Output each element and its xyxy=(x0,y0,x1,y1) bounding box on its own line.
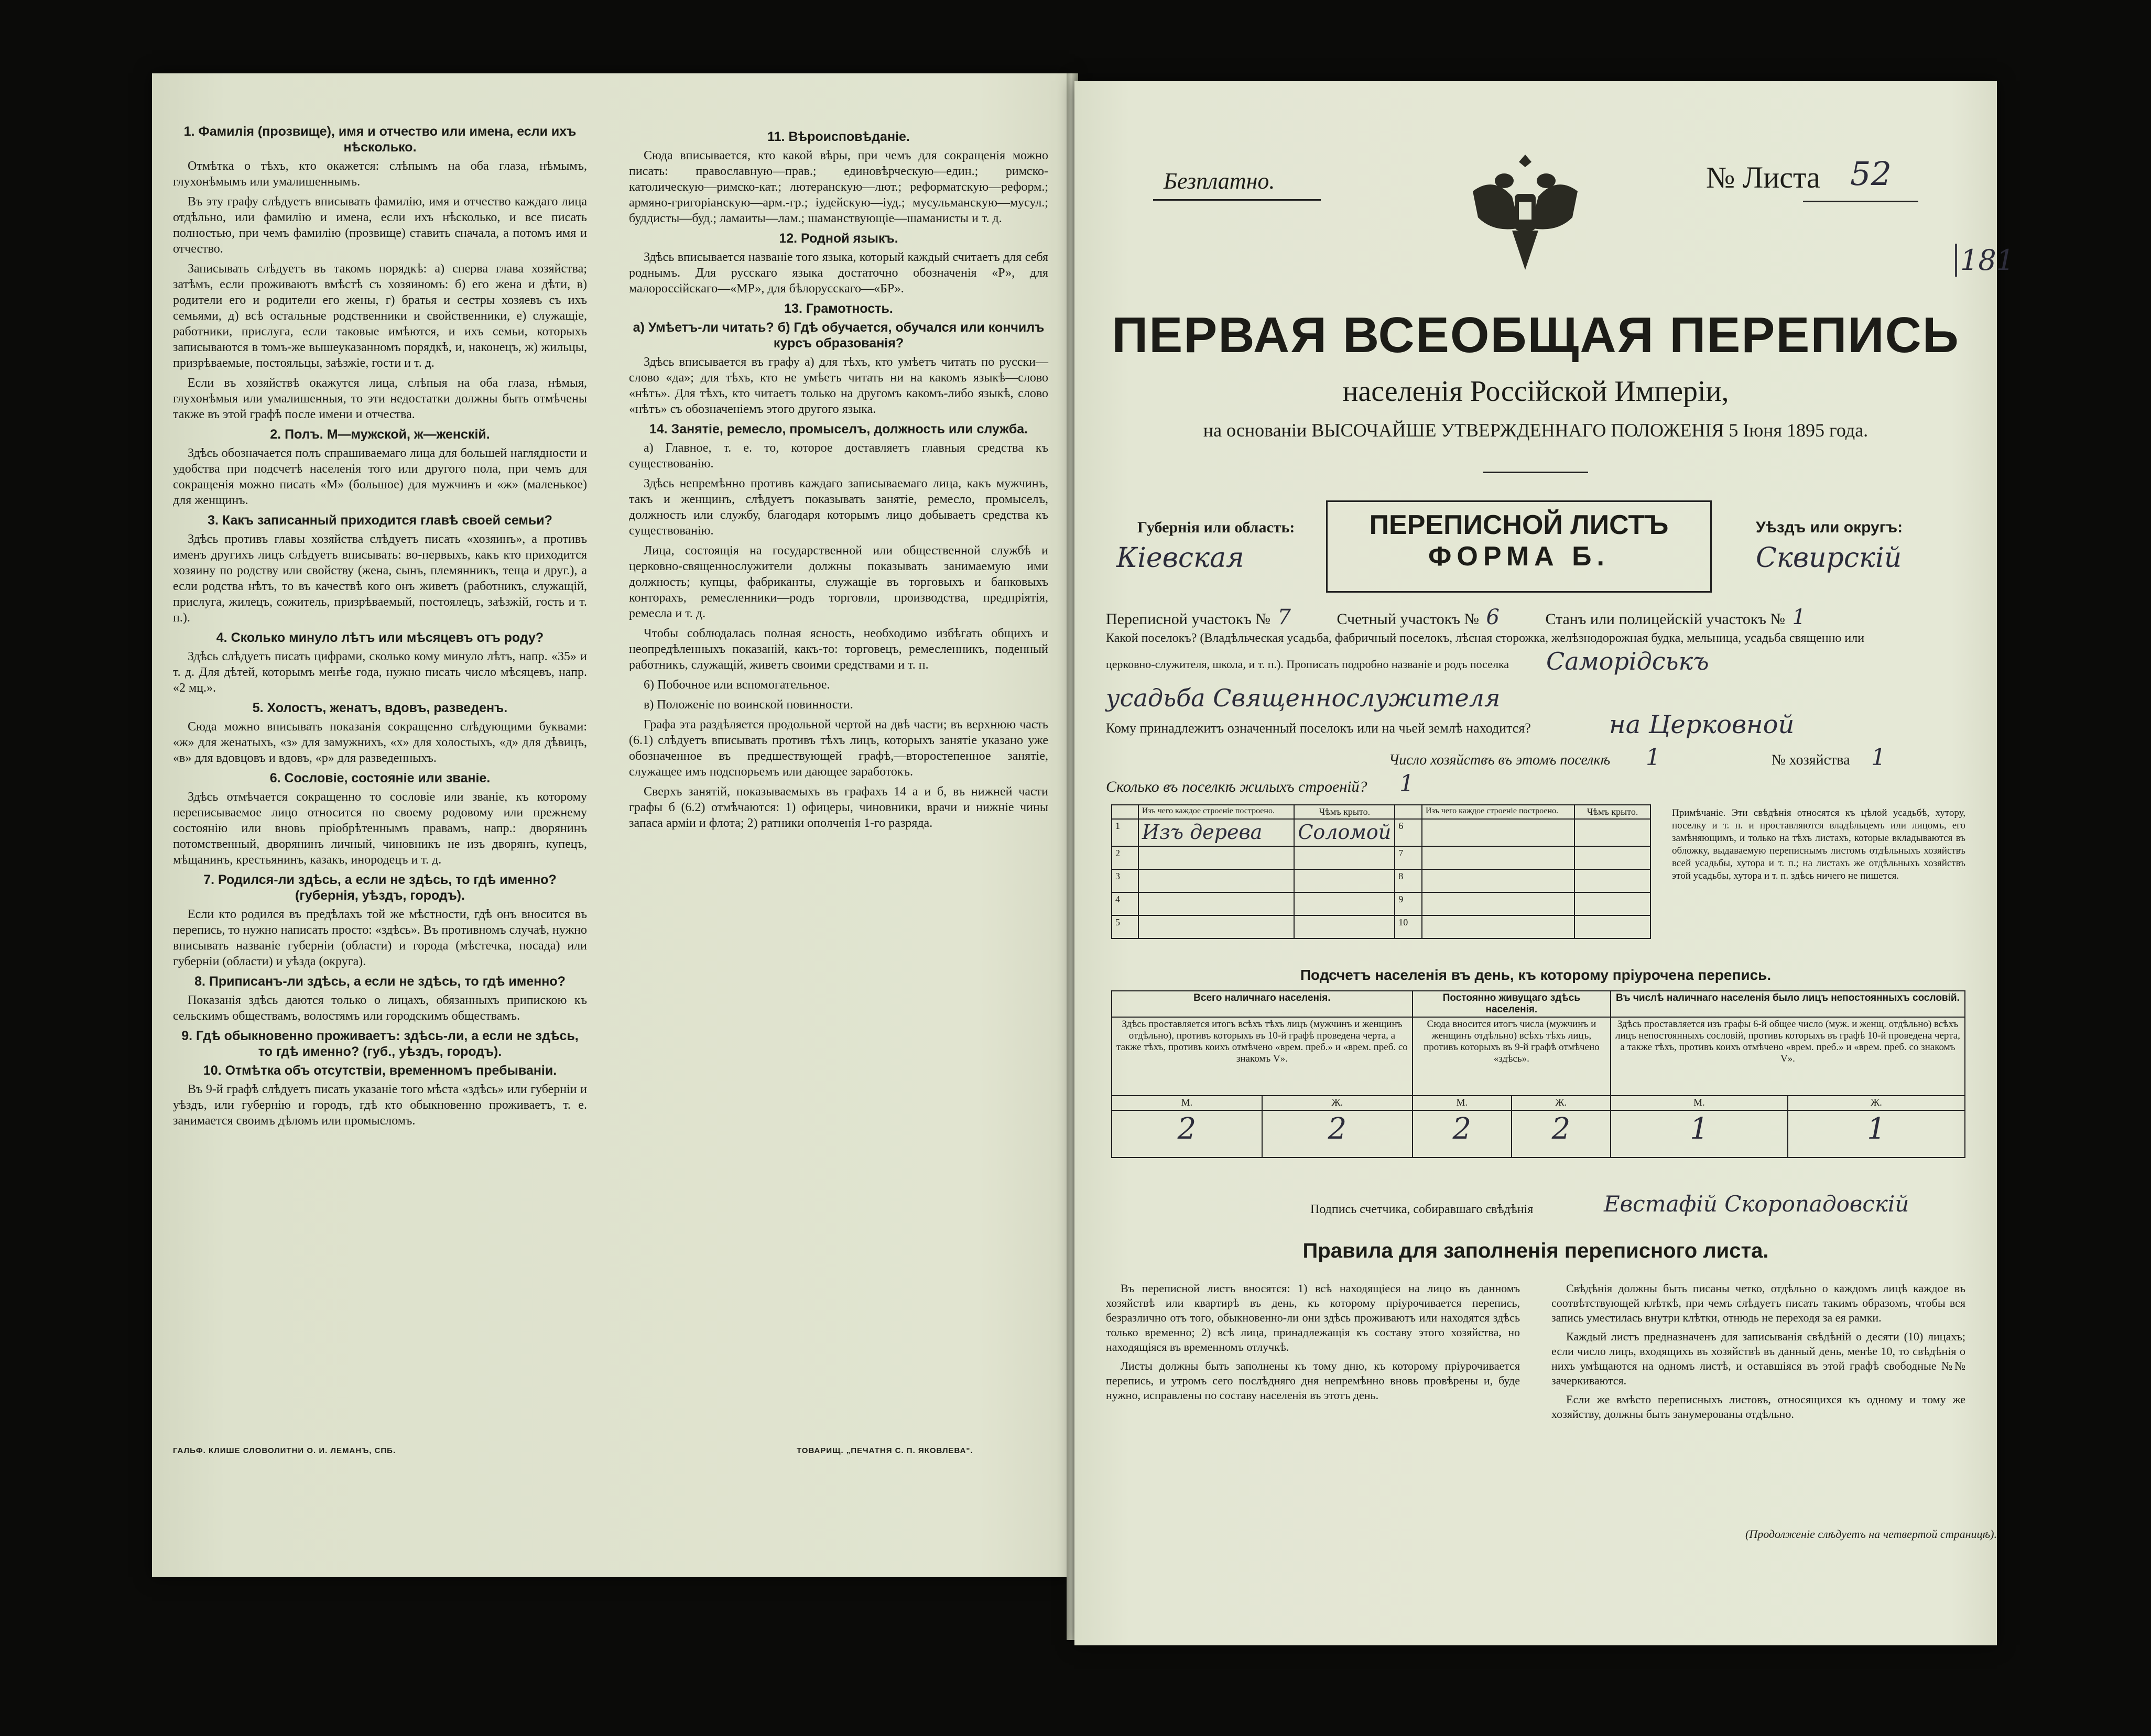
section-heading: 5. Холостъ, женатъ, вдовъ, разведенъ. xyxy=(252,701,508,715)
bt-row-number: 7 xyxy=(1395,846,1422,869)
paragraph: Здѣсь непремѣнно противъ каждаго записываемаго лица, какъ мужчинъ, такъ и женщинъ, слѣдуетъ показывать занятіе, ремесло, промыселъ, должность или службу, благодаря которымъ лицо добываетъ средства къ существованію. xyxy=(629,477,1048,538)
rule-paragraph: Листы должны быть заполнены къ тому дню, къ которому пріурочивается перепись, и утромъ сего послѣдняго дня непремѣнно вновь провѣрены и, буде нужно, исправлены по составу населенія въ этотъ день. xyxy=(1106,1359,1520,1402)
buildings-table xyxy=(1111,804,1651,939)
tally-header-permanent: Постоянно живущаго здѣсь населенія. xyxy=(1413,991,1611,1017)
section-heading: 6. Сословіе, состояніе или званіе. xyxy=(269,771,491,785)
stan-label: Станъ или полицейскій участокъ № xyxy=(1545,610,1786,628)
paragraph: Здѣсь вписывается названіе того языка, который каждый считаетъ для себя роднымъ. Для русскаго языка достаточно обозначенія «Р», для малороссійскаго—«МР», для бѣлорусскаго—«БР». xyxy=(629,250,1048,296)
section-heading: 11. Вѣроисповѣданіе. xyxy=(767,129,910,144)
section-heading: а) Умѣетъ-ли читать? б) Гдѣ обучается, обучался или кончилъ курсъ образованія? xyxy=(633,320,1045,351)
section-heading: 1. Фамилія (прозвище), имя и отчество или имена, если ихъ нѣсколько. xyxy=(183,124,577,155)
paragraph: 6) Побочное или вспомогательное. xyxy=(644,678,830,692)
tally-total-m: 2 xyxy=(1112,1110,1262,1158)
title-divider xyxy=(1483,472,1588,473)
paragraph: Отмѣтка о тѣхъ, кто окажется: слѣпымъ на оба глаза, нѣмымъ, глухонѣмымъ или умалишеннымъ. xyxy=(173,159,587,189)
paragraph: Сюда вписывается, кто какой вѣры, при чемъ для сокращенія можно писать: православную—прав.; единовѣрческую—един.; римско-католическую—римско-кат.; лютеранскую—лют.; реформатскую—реформ.; армяно-григоріанскую—арм.-гр.; іудейскую—іуд.; мусульманскую—мусул.; буддисты—буд.; ламаиты—лам.; шаманствующіе—шаманисты и т. д. xyxy=(629,149,1048,225)
paragraph: Сюда можно вписывать показанія сокращенно слѣдующими буквами: «ж» для женатыхъ, «з» для замужнихъ, «х» для холостыхъ, «д» для дѣвицъ, «в» для вдовцовъ и вдовъ, «р» для разведенныхъ. xyxy=(173,720,587,765)
tally-sex-f: Ж. xyxy=(1512,1096,1611,1110)
households-value: 1 xyxy=(1646,744,1660,771)
tally-desc-nonpermanent: Здѣсь проставляется изъ графы 6-й общее число (муж. и женщ. отдѣльно) всѣхъ лицъ непостоянныхъ сословій, противъ которыхъ въ графѣ 10-й проведена черта, а также тѣхъ, противъ коихъ отмѣчено «врем. преб.» и «врем. преб. со знакомъ V». xyxy=(1611,1017,1965,1096)
province-label: Губернія или область: xyxy=(1137,519,1295,536)
bt-row-number: 1 xyxy=(1112,819,1138,846)
section-heading: 14. Занятіе, ремесло, промыселъ, должность или служба. xyxy=(649,422,1028,436)
bt-row-number: 6 xyxy=(1395,819,1422,846)
rules-left-column xyxy=(1106,1281,1520,1407)
settlement-value-2: усадьба Священнослужителя xyxy=(1106,684,1501,712)
paragraph: Здѣсь вписывается въ графу а) для тѣхъ, кто умѣетъ читать по русски—слово «да»; для тѣхъ, кто не умѣетъ читать ни на какомъ языкѣ—слово «нѣтъ». Для тѣхъ, кто читаетъ только на другомъ какомъ-либо языкѣ, слово «нѣтъ» съ обозначеніемъ этого другого языка. xyxy=(629,355,1048,416)
double-headed-eagle-emblem xyxy=(1462,144,1588,280)
paragraph: а) Главное, т. е. то, которое доставляетъ главныя средства къ существованію. xyxy=(629,441,1048,471)
paragraph: Лица, состоящія на государственной или общественной службѣ и церковно-священнослужители должны показывать занимаемую ими должность; купцы, фабриканты, служащіе въ торговыхъ и банковыхъ конторахъ, ремесленники—родъ торговли, производства, предпріятія, ремесла и т. д. xyxy=(629,544,1048,620)
tally-sex-m: М. xyxy=(1413,1096,1512,1110)
bt-row-roof: Соломой xyxy=(1294,819,1395,846)
tally-sex-m: М. xyxy=(1611,1096,1788,1110)
household-no-value: 1 xyxy=(1871,744,1886,771)
count-area-label: Счетный участокъ № xyxy=(1337,610,1479,628)
free-underline xyxy=(1153,199,1321,201)
section-heading: 3. Какъ записанный приходится главѣ своей семьи? xyxy=(208,513,552,528)
bt-row-material: Изъ дерева xyxy=(1138,819,1295,846)
tally-permanent-m: 2 xyxy=(1413,1110,1512,1158)
households-label: Число хозяйствъ въ этомъ поселкѣ xyxy=(1389,752,1611,768)
tally-header-nonpermanent: Въ числѣ наличнаго населенія было лицъ непостоянныхъ сословій. xyxy=(1611,991,1965,1017)
census-subtitle: населенія Россійской Имперіи, xyxy=(1342,375,1729,408)
rules-title: Правила для заполненія переписного листа. xyxy=(1302,1239,1769,1262)
buildings-label: Сколько въ поселкѣ жилыхъ строеній? xyxy=(1106,778,1367,795)
stan-value: 1 xyxy=(1792,605,1806,629)
signature-value: Евстафій Скоропадовскій xyxy=(1604,1191,1909,1217)
instructions-column-2 xyxy=(629,126,1048,835)
paragraph: Здѣсь обозначается полъ спрашиваемаго лица для большей наглядности и удобства при подсчетѣ населенія того или другого пола, при чемъ для сокращенія можно писать «М» (большое) для мужчинъ и «ж» (маленькое) для женщинъ. xyxy=(173,446,587,507)
census-basis: на основаніи ВЫСОЧАЙШЕ УТВЕРЖДЕННАГО ПОЛОЖЕНІЯ 5 Іюня 1895 года. xyxy=(1203,420,1868,441)
sheet-number-value: 52 xyxy=(1850,155,1892,193)
paragraph: Если въ хозяйствѣ окажутся лица, слѣпыя на оба глаза, нѣмыя, глухонѣмыя или умалишенныя, то эти недостатки должны быть отмѣчены также въ этой графѣ после имени и отчества. xyxy=(173,376,587,421)
census-title: ПЕРВАЯ ВСЕОБЩАЯ ПЕРЕПИСЬ xyxy=(1112,307,1960,363)
instructions-column-1 xyxy=(173,121,587,1133)
paragraph: Здѣсь слѣдуетъ писать цифрами, сколько кому минуло лѣтъ, напр. «35» и т. д. Для дѣтей, которымъ менѣе года, нужно писать число мѣсяцевъ, напр. «2 мц.». xyxy=(173,650,587,695)
bt-row-number: 8 xyxy=(1395,869,1422,892)
paragraph: Записывать слѣдуетъ въ такомъ порядкѣ: а) сперва глава хозяйства; затѣмъ, если проживаютъ вмѣстѣ съ хозяиномъ: б) его жена и дѣти, в) родители его и родители его жены, г) братья и сестры хозяевъ съ ихъ семьями, д) всѣ остальные родственники и свойственники, е) служащіе, работники, прислуга, если таковые имѣются, и ихъ семьи, которыхъ записываются в томъ-же вышеуказанномъ порядкѣ, и, наконецъ, ж) жильцы, призрѣваемые, постояльцы, заѣзжіе, гости и т. д. xyxy=(173,262,587,370)
paragraph: Сверхъ занятій, показываемыхъ въ графахъ 14 а и б, въ нижней части графы б (6.2) отмѣчаются: 1) офицеры, чиновники, врачи и нижніе чины запаса арміи и флота; 2) ратники ополченія 1-го разряда. xyxy=(629,785,1048,830)
owner-question: Кому принадлежитъ означенный поселокъ или на чьей землѣ находится? xyxy=(1106,720,1531,736)
section-heading: 9. Гдѣ обыкновенно проживаетъ: здѣсь-ли, а если не здѣсь, то гдѣ именно? (губ., уѣздъ, городъ). xyxy=(181,1029,579,1059)
tally-total-f: 2 xyxy=(1262,1110,1413,1158)
bt-header-material-right: Изъ чего каждое строеніе построено. xyxy=(1422,805,1574,819)
bt-header-material-left: Изъ чего каждое строеніе построено. xyxy=(1138,805,1295,819)
tally-sex-f: Ж. xyxy=(1262,1096,1413,1110)
continuation-note: (Продолженіе слѣдуетъ на четвертой страницѣ). xyxy=(1745,1527,1997,1541)
bt-row-number: 3 xyxy=(1112,869,1138,892)
left-page xyxy=(152,73,1069,1577)
form-title-box xyxy=(1326,500,1712,593)
count-area-value: 6 xyxy=(1486,605,1500,629)
tally-permanent-f: 2 xyxy=(1512,1110,1611,1158)
side-number: 181 xyxy=(1955,244,2014,277)
tally-nonpermanent-f: 1 xyxy=(1788,1110,1965,1158)
section-heading: 4. Сколько минуло лѣтъ или мѣсяцевъ отъ роду? xyxy=(216,630,544,645)
settlement-question: Какой поселокъ? (Владѣльческая усадьба, фабричный поселокъ, лѣсная сторожка, желѣзнодорожная будка, мельница, усадьба священно или xyxy=(1106,631,1865,645)
rule-paragraph: Если же вмѣсто переписныхъ листовъ, относящихся къ одному и тому же хозяйству, должны быть занумерованы отдѣльно. xyxy=(1551,1393,1965,1421)
tally-desc-total: Здѣсь проставляется итогъ всѣхъ тѣхъ лицъ (мужчинъ и женщинъ отдѣльно), противъ которыхъ въ 10-й графѣ проведена черта, а также тѣхъ, противъ коихъ отмѣчено «врем. преб.» и «врем. преб. со знакомъ V». xyxy=(1112,1017,1413,1096)
paragraph: Если кто родился въ предѣлахъ той же мѣстности, гдѣ онъ вносится въ перепись, то нужно написать просто: «здѣсь». Въ противномъ случаѣ, нужно вписывать названіе губерніи (области) и города (мѣстечка, посада) или губерніи (области) и уѣзда (округа). xyxy=(173,908,587,968)
district-label: Уѣздъ или округъ: xyxy=(1756,519,1903,536)
bt-row-number: 4 xyxy=(1112,892,1138,915)
rule-paragraph: Въ переписной листъ вносятся: 1) всѣ находящіеся на лицо въ данномъ хозяйствѣ или квартирѣ въ день, къ которому пріурочивается перепись, безразлично отъ того, обыкновенно-ли они здѣсь проживаютъ или находятся здѣсь только временно; 2) всѣ лица, принадлежащія къ составу этого хозяйства, но находящіяся въ временномъ отлучкѣ. xyxy=(1106,1282,1520,1353)
paragraph: Чтобы соблюдалась полная ясность, необходимо избѣгать общихъ и неопредѣленныхъ показаній, какъ-то: торговецъ, ремесленникъ, поденный работникъ, служащій, живетъ своими средствами и т. п. xyxy=(629,627,1048,672)
area-line xyxy=(1106,605,1976,629)
census-area-value: 7 xyxy=(1277,605,1291,629)
imprint-left: ГАЛЬФ. КЛИШЕ СЛОВОЛИТНИ О. И. ЛЕМАНЪ, СПБ. xyxy=(173,1446,396,1455)
paragraph: Графа эта раздѣляется продольной чертой на двѣ части; въ верхнюю часть (6.1) слѣдуетъ вписывать противъ тѣхъ лицъ, которыхъ занятіе указано уже обозначенное въ предшествующей графѣ,—второстепенное занятіе, служащее имъ подспорьемъ или дающее заработокъ. xyxy=(629,718,1048,779)
tally-desc-permanent: Сюда вносится итогъ числа (мужчинъ и женщинъ отдѣльно) всѣхъ тѣхъ лицъ, противъ которыхъ въ 9-й графѣ отмѣчено «здѣсь». xyxy=(1413,1017,1611,1096)
buildings-value: 1 xyxy=(1399,770,1414,797)
section-heading: 8. Приписанъ-ли здѣсь, а если не здѣсь, то гдѣ именно? xyxy=(194,974,566,989)
sheet-number-label: № Листа xyxy=(1706,160,1820,194)
tally-table xyxy=(1111,990,1965,1158)
free-label: Безплатно. xyxy=(1164,168,1275,194)
sheet-number-underline xyxy=(1803,201,1918,202)
paragraph: Здѣсь противъ главы хозяйства слѣдуетъ писать «хозяинъ», а противъ именъ другихъ лицъ слѣдуетъ вписывать: во-первыхъ, какъ кто приходится хозяину по родству или свойству (жена, сынъ, племянникъ, теща и друг.), а если родства нѣтъ, то въ качествѣ кого онъ живетъ (работникъ, служащій, прислуга, жилецъ, сожитель, призрѣваемый, постоялецъ, заѣзжій, гость и т. п.). xyxy=(173,532,587,625)
imprint-right: ТОВАРИЩ. „ПЕЧАТНЯ С. П. ЯКОВЛЕВА". xyxy=(797,1446,973,1455)
tally-sex-m: М. xyxy=(1112,1096,1262,1110)
right-page xyxy=(1074,81,2015,1645)
section-heading: 13. Грамотность. xyxy=(784,301,893,316)
tally-nonpermanent-m: 1 xyxy=(1611,1110,1788,1158)
paragraph: Въ эту графу слѣдуетъ вписывать фамилію, имя и отчество каждаго лица отдѣльно, или фамилію и имена, если ихъ нѣсколько, и все писать полностью, при чемъ фамилію (прозвище) ставить сначала, а потомъ имя и отчество. xyxy=(173,195,587,256)
rule-paragraph: Каждый листъ предназначенъ для записыванія свѣдѣній о десяти (10) лицахъ; если число лицъ, входящихъ въ хозяйствѣ въ данный день, менѣе 10, то свѣдѣнія о нихъ умѣщаются на одномъ листѣ, и оставшіяся въ этой графѣ свободные №№ зачеркиваются. xyxy=(1551,1330,1965,1387)
bt-header-roof-right: Чѣмъ крыто. xyxy=(1574,805,1650,819)
section-heading: 2. Полъ. М—мужской, ж—женскій. xyxy=(270,427,490,442)
paragraph: в) Положеніе по воинской повинности. xyxy=(644,698,853,712)
signature-label: Подпись счетчика, собиравшаго свѣдѣнія xyxy=(1310,1203,1534,1216)
section-heading: 12. Родной языкъ. xyxy=(779,231,898,246)
rule-paragraph: Свѣдѣнія должны быть писаны четко, отдѣльно о каждомъ лицѣ каждое въ соотвѣтствующей клѣткѣ, при чемъ слѣдуетъ писать такимъ образомъ, чтобы вся запись уместилась внутри клѣтки, отнюдь не переходя за ея рамки. xyxy=(1551,1282,1965,1324)
form-letter: ФОРМА Б. xyxy=(1428,541,1610,572)
bt-header-roof-left: Чѣмъ крыто. xyxy=(1294,805,1395,819)
rules-right-column xyxy=(1551,1281,1965,1426)
household-no-label: № хозяйства xyxy=(1772,752,1850,768)
settlement-value-1: Саморідськъ xyxy=(1546,647,1709,675)
tally-header-total: Всего наличнаго населенія. xyxy=(1112,991,1413,1017)
paragraph: Здѣсь отмѣчается сокращенно то сословіе или званіе, къ которому переписываемое лицо относится по своему родовому или прежнему состоянію или вновь пріобрѣтеннымъ правамъ, напр.: дворянинъ потомственный, дворянинъ личный, чиновникъ не изъ дворянъ, купецъ, мѣщанинъ, крестьянинъ, казакъ, инородецъ и т. д. xyxy=(173,790,587,867)
district-value: Сквирскій xyxy=(1756,542,1902,574)
settlement-question-2: церковно-служителя, школа, и т. п.). Прописать подробно названіе и родъ поселка xyxy=(1106,658,1509,671)
bt-row-number: 10 xyxy=(1395,915,1422,938)
paragraph: Въ 9-й графѣ слѣдуетъ писать указаніе того мѣста «здѣсь» или губерніи и уѣздъ, или губернію и городъ, гдѣ кто обыкновенно проживаетъ, т. е. занимается своимъ дѣломъ или промысломъ. xyxy=(173,1083,587,1128)
tally-title: Подсчетъ населенія въ день, къ которому пріурочена перепись. xyxy=(1300,967,1772,983)
section-heading: 10. Отмѣтка объ отсутствіи, временномъ пребываніи. xyxy=(203,1063,557,1078)
bt-row-number: 5 xyxy=(1112,915,1138,938)
form-title: ПЕРЕПИСНОЙ ЛИСТЪ xyxy=(1369,510,1669,540)
section-heading: 7. Родился-ли здѣсь, а если не здѣсь, то гдѣ именно? (губернія, уѣздъ, городъ). xyxy=(203,872,557,903)
buildings-note: Примѣчаніе. Эти свѣдѣнія относятся къ цѣлой усадьбѣ, хутору, поселку и т. п. и проставляются владѣльцемъ или лицомъ, его замѣняющимъ, и только на тѣхъ листахъ, которые вкладываются въ обложку, выдаваемую переписнымъ листомъ отдѣльныхъ хозяйствъ всей усадьбы, хутора и т. п.; на листахъ же отдѣльныхъ хозяйствъ этой усадьбы, хутора и т. п. здѣсь ничего не пишется. xyxy=(1672,807,1965,881)
tally-sex-f: Ж. xyxy=(1788,1096,1965,1110)
bt-row-number: 2 xyxy=(1112,846,1138,869)
paragraph: Показанія здѣсь даются только о лицахъ, обязанныхъ припискою къ сельскимъ обществамъ, волостямъ или городскимъ обществамъ. xyxy=(173,993,587,1023)
owner-value: на Церковной xyxy=(1609,710,1795,739)
bt-row-number: 9 xyxy=(1395,892,1422,915)
province-value: Кіевская xyxy=(1116,542,1244,574)
census-area-label: Переписной участокъ № xyxy=(1106,610,1270,628)
